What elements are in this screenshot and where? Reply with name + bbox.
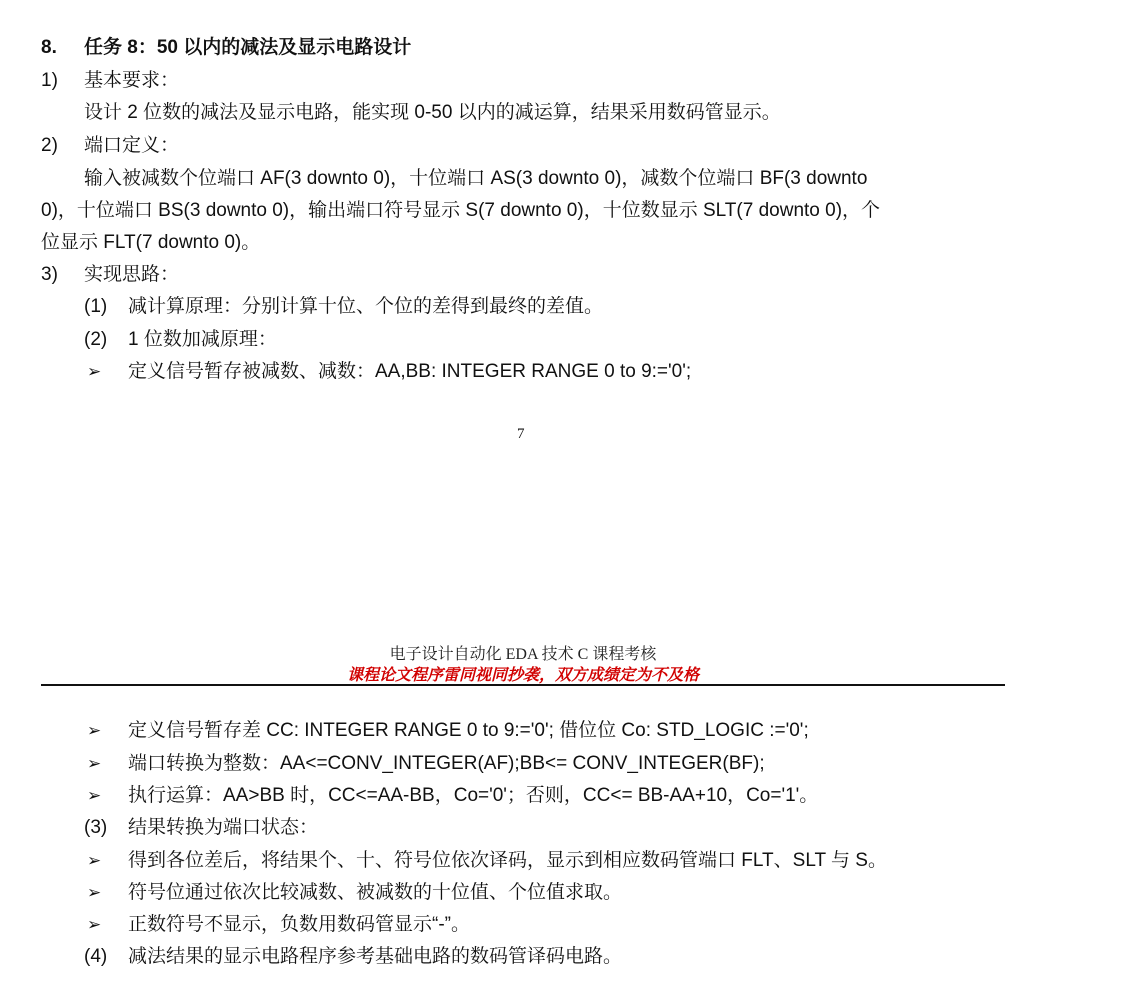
section-2-body-line-3: 位显示 FLT(7 downto 0)。 (41, 232, 261, 253)
subsection-2-text: 1 位数加减原理： (128, 329, 277, 350)
bullet-arrow-icon: ➢ (87, 851, 102, 870)
bullet-item: 执行运算：AA>BB 时，CC<=AA-BB，Co='0'；否则，CC<= BB-AA+10，Co='1'。 (128, 785, 819, 806)
bullet-item: 端口转换为整数：AA<=CONV_INTEGER(AF);BB<= CONV_INTEGER(BF); (128, 753, 765, 774)
heading-number: 8. (41, 37, 57, 58)
section-2-body-line-1: 输入被减数个位端口 AF(3 downto 0)，十位端口 AS(3 downto 0)，减数个位端口 BF(3 downto (84, 168, 868, 189)
bullet-arrow-icon: ➢ (87, 754, 102, 773)
subsection-3-number: (3) (84, 817, 108, 838)
section-2-body-line-2: 0)，十位端口 BS(3 downto 0)，输出端口符号显示 S(7 downto 0)，十位数显示 SLT(7 downto 0)，个 (41, 200, 881, 221)
section-1-number: 1) (41, 70, 58, 91)
subsection-1-number: (1) (84, 296, 108, 317)
bullet-arrow-icon: ➢ (87, 883, 102, 902)
bullet-arrow-icon: ➢ (87, 362, 102, 381)
bullet-arrow-icon: ➢ (87, 915, 102, 934)
subsection-3-text: 结果转换为端口状态： (128, 817, 319, 838)
bullet-arrow-icon: ➢ (87, 721, 102, 740)
section-2-title: 端口定义： (84, 135, 180, 156)
subsection-4-number: (4) (84, 946, 108, 967)
subsection-4-text: 减法结果的显示电路程序参考基础电路的数码管译码电路。 (128, 946, 623, 967)
bullet-item: 定义信号暂存差 CC: INTEGER RANGE 0 to 9:='0'; 借位位 Co: STD_LOGIC :='0'; (128, 720, 809, 741)
section-1-title: 基本要求： (84, 70, 180, 91)
bullet-item: 得到各位差后，将结果个、十、符号位依次译码，显示到相应数码管端口 FLT、SLT 与 S。 (128, 850, 887, 871)
subsection-2-number: (2) (84, 329, 108, 350)
header-divider (41, 684, 1005, 686)
bullet-item: 定义信号暂存被减数、减数：AA,BB: INTEGER RANGE 0 to 9:='0'; (128, 361, 692, 382)
page-number: 7 (517, 426, 525, 442)
section-3-title: 实现思路： (84, 264, 180, 285)
bullet-item: 符号位通过依次比较减数、被减数的十位值、个位值求取。 (128, 882, 623, 903)
bullet-item: 正数符号不显示，负数用数码管显示“-”。 (128, 914, 470, 935)
section-2-number: 2) (41, 135, 58, 156)
page-header-title: 电子设计自动化 EDA 技术 C 课程考核 (389, 646, 657, 663)
bullet-arrow-icon: ➢ (87, 786, 102, 805)
page-header-warning: 课程论文程序雷同视同抄袭，双方成绩定为不及格 (346, 667, 699, 684)
section-3-number: 3) (41, 264, 58, 285)
section-1-body: 设计 2 位数的减法及显示电路，能实现 0-50 以内的减运算，结果采用数码管显示。 (84, 102, 781, 123)
heading-title: 任务 8：50 以内的减法及显示电路设计 (84, 37, 412, 58)
subsection-1-text: 减计算原理：分别计算十位、个位的差得到最终的差值。 (128, 296, 604, 317)
